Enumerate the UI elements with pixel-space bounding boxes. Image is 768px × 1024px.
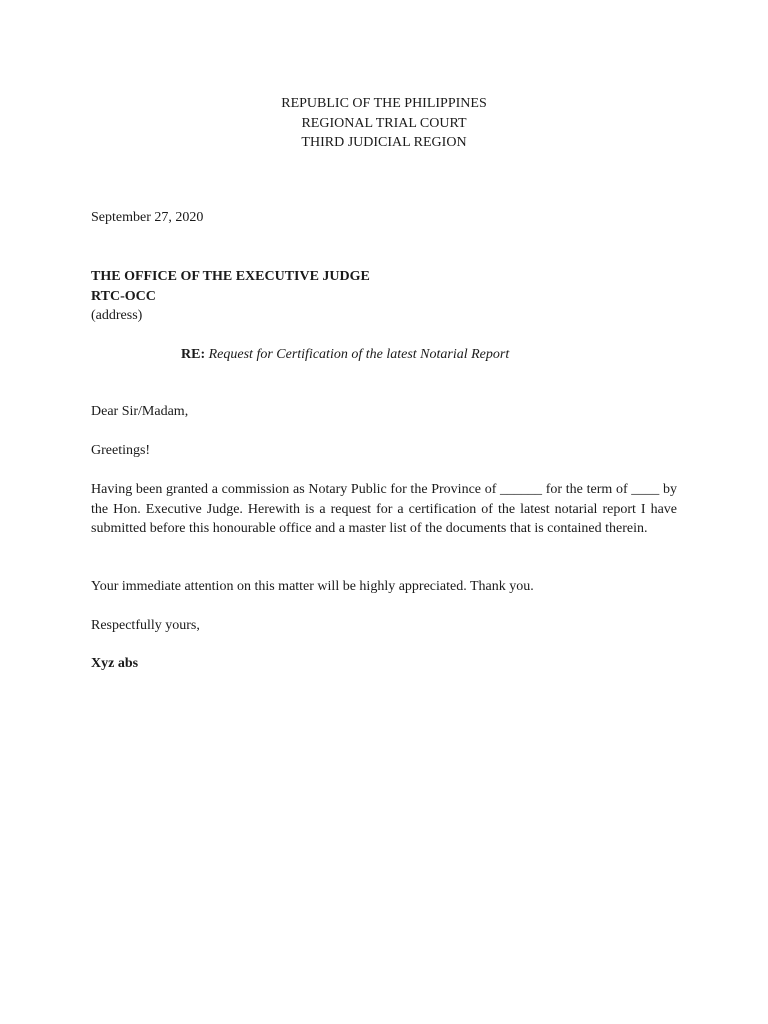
addressee-block	[91, 267, 677, 326]
addressee-branch: RTC-OCC	[91, 288, 156, 304]
signature-name: Xyz abs	[91, 656, 139, 671]
header-line-court: REGIONAL TRIAL COURT	[301, 115, 467, 131]
addressee-office: THE OFFICE OF THE EXECUTIVE JUDGE	[91, 269, 370, 284]
re-line	[181, 345, 509, 365]
header-line-republic: REPUBLIC OF THE PHILIPPINES	[281, 96, 487, 111]
addressee-address: (address)	[91, 308, 143, 323]
greeting: Greetings!	[91, 443, 151, 458]
letter-header	[0, 94, 768, 153]
header-line-region: THIRD JUDICIAL REGION	[301, 135, 467, 150]
body-paragraph: Having been granted a commission as Notary Public for the Province of ______ for the term of ____ by the Hon. Executive Judge. Herewith is a request for a certification of the latest notarial report I have submitted before this honourable office and a master list of the documents that is contained therein.	[91, 482, 677, 536]
re-label: RE:	[181, 347, 206, 362]
letter-date: September 27, 2020	[91, 210, 204, 225]
re-subject: Request for Certification of the latest Notarial Report	[208, 347, 510, 362]
salutation: Dear Sir/Madam,	[91, 404, 189, 419]
closing: Respectfully yours,	[91, 618, 200, 633]
attention-paragraph: Your immediate attention on this matter will be highly appreciated. Thank you.	[91, 579, 534, 594]
